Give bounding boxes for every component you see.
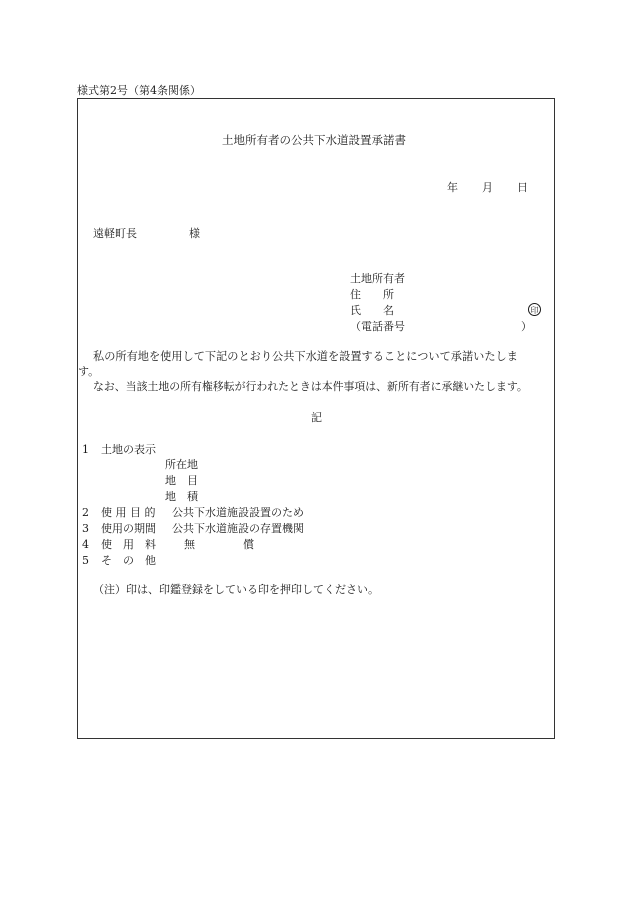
item-3-number: 3 [82, 522, 89, 535]
item-5-label: そ の 他 [101, 554, 156, 567]
item-1-number: 1 [82, 443, 89, 456]
owner-phone-label: （電話番号 [350, 320, 405, 333]
owner-name-label: 氏 名 [350, 304, 394, 317]
date-day-label: 日 [517, 181, 528, 194]
item-4-number: 4 [82, 538, 89, 551]
body-line-1: 私の所有地を使用して下記のとおり公共下水道を設置することについて承諾いたしま [93, 350, 518, 363]
item-2-number: 2 [82, 506, 89, 519]
form-number: 様式第2号（第4条関係） [77, 84, 201, 97]
seal-icon [528, 303, 541, 316]
item-3-value: 公共下水道施設の存置機関 [172, 522, 304, 535]
item-2-label: 使 用 目 的 [101, 506, 156, 519]
date-year-label: 年 [447, 181, 458, 194]
body-line-2: なお、当該土地の所有権移転が行われたときは本件事項は、新所有者に承継いたします。 [93, 380, 528, 393]
owner-phone-close: ） [521, 320, 532, 333]
owner-heading: 土地所有者 [350, 272, 405, 285]
seal-note: （注）印は、印鑑登録をしている印を押印してください。 [93, 583, 379, 596]
item-4-value-2: 償 [243, 538, 254, 551]
item-4-value-1: 無 [184, 538, 195, 551]
item-1-label: 土地の表示 [101, 443, 156, 456]
item-1-location-label: 所在地 [165, 458, 198, 471]
body-line-1-cont: す。 [78, 365, 100, 378]
item-3-label: 使用の期間 [101, 522, 156, 535]
item-1-area-label: 地 積 [165, 490, 198, 503]
addressee-honorific: 様 [189, 227, 200, 240]
item-2-value: 公共下水道施設設置のため [172, 506, 304, 519]
document-title: 土地所有者の公共下水道設置承諾書 [222, 133, 406, 147]
date-month-label: 月 [482, 181, 493, 194]
ki-heading: 記 [311, 411, 322, 424]
item-5-number: 5 [82, 554, 89, 567]
addressee-name: 遠軽町長 [93, 227, 137, 240]
item-1-category-label: 地 目 [165, 474, 198, 487]
owner-address-label: 住 所 [350, 288, 394, 301]
seal-mark: 印 [528, 303, 541, 316]
item-4-label: 使 用 料 [101, 538, 156, 551]
